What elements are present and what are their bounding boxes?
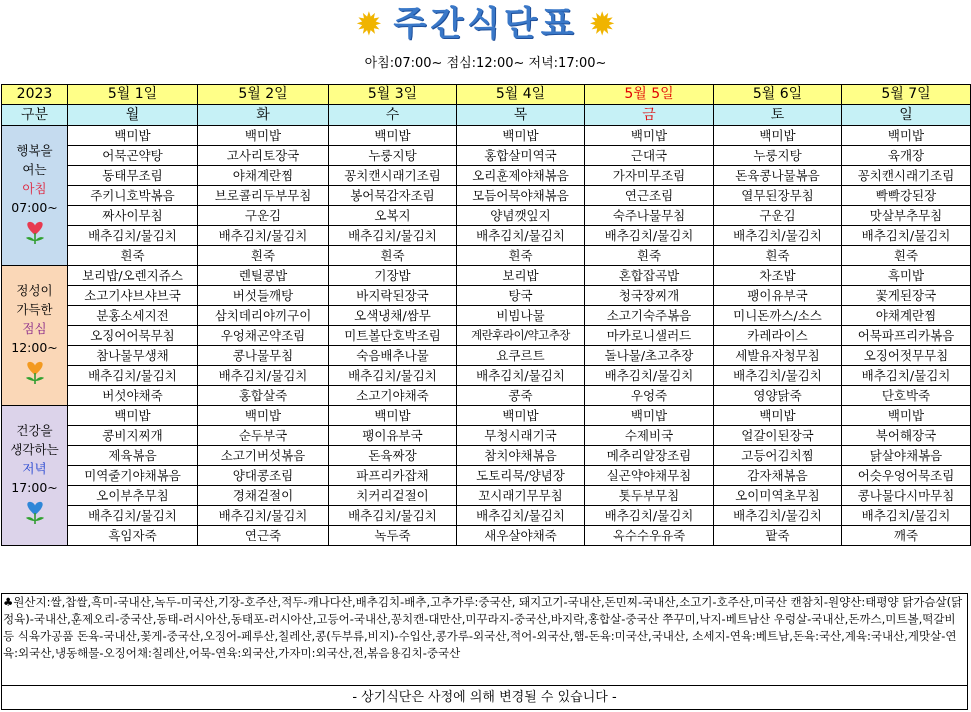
menu-item-cell: 연근조림 (585, 186, 714, 206)
menu-item-cell: 혼합잡곡밥 (585, 266, 714, 286)
meal-time: 17:00~ (11, 480, 58, 495)
menu-item-cell: 돈육콩나물볶음 (714, 166, 842, 186)
menu-item-cell: 오징어어묵무침 (68, 326, 198, 346)
dinner-menu-row (2, 486, 971, 506)
menu-item-cell: 흰죽 (68, 246, 198, 266)
menu-item-cell: 녹두죽 (329, 526, 457, 546)
title-wrap (0, 4, 971, 44)
menu-item-cell: 메추리알장조림 (585, 446, 714, 466)
breakfast-menu-row (2, 246, 971, 266)
meal-name: 점심 (22, 321, 47, 336)
breakfast-menu-row (2, 166, 971, 186)
weekday-cell: 월 (68, 105, 198, 126)
date-cell: 5월 2일 (198, 85, 329, 105)
menu-item-cell: 백미밥 (329, 406, 457, 426)
menu-item-cell: 백미밥 (842, 126, 971, 146)
menu-item-cell: 실곤약야채무침 (585, 466, 714, 486)
menu-item-cell: 백미밥 (457, 406, 585, 426)
menu-item-cell: 숙음배추나물 (329, 346, 457, 366)
menu-item-cell: 배추김치/물김치 (457, 366, 585, 386)
menu-item-cell: 배추김치/물김치 (714, 226, 842, 246)
menu-item-cell: 고등어김치찜 (714, 446, 842, 466)
menu-item-cell: 미트볼단호박조림 (329, 326, 457, 346)
menu-item-cell: 치커리겉절이 (329, 486, 457, 506)
menu-item-cell: 백미밥 (714, 126, 842, 146)
menu-item-cell: 영양닭죽 (714, 386, 842, 406)
dinner-menu-row (2, 406, 971, 426)
lunch-menu-row (2, 346, 971, 366)
menu-item-cell: 오징어젓무무침 (842, 346, 971, 366)
menu-item-cell: 양대콩조림 (198, 466, 329, 486)
menu-item-cell: 참치야채볶음 (457, 446, 585, 466)
menu-item-cell: 고사리토장국 (198, 146, 329, 166)
menu-item-cell: 참나물무생채 (68, 346, 198, 366)
date-cell: 5월 4일 (457, 85, 585, 105)
menu-item-cell: 파프리카잡채 (329, 466, 457, 486)
menu-item-cell: 세발유자청무침 (714, 346, 842, 366)
menu-item-cell: 경채겉절이 (198, 486, 329, 506)
menu-item-cell: 보리밥 (457, 266, 585, 286)
menu-item-cell: 어슷우엉어묵조림 (842, 466, 971, 486)
menu-item-cell: 배추김치/물김치 (198, 226, 329, 246)
menu-item-cell: 차조밥 (714, 266, 842, 286)
menu-item-cell: 백미밥 (68, 406, 198, 426)
menu-item-cell: 돌나물/초고추장 (585, 346, 714, 366)
menu-item-cell: 배추김치/물김치 (198, 366, 329, 386)
menu-item-cell: 배추김치/물김치 (842, 506, 971, 526)
menu-item-cell: 구운김 (714, 206, 842, 226)
menu-item-cell: 꽁치캔시래기조림 (842, 166, 971, 186)
menu-item-cell: 배추김치/물김치 (329, 366, 457, 386)
menu-item-cell: 감자채볶음 (714, 466, 842, 486)
menu-item-cell: 꼬시래기무무침 (457, 486, 585, 506)
menu-item-cell: 배추김치/물김치 (68, 226, 198, 246)
menu-item-cell: 배추김치/물김치 (842, 366, 971, 386)
menu-item-cell: 백미밥 (329, 126, 457, 146)
breakfast-menu-row (2, 226, 971, 246)
menu-item-cell: 야채계란찜 (198, 166, 329, 186)
menu-item-cell: 소고기야채죽 (329, 386, 457, 406)
menu-item-cell: 깨죽 (842, 526, 971, 546)
meal-label-line: 행복을 (16, 143, 53, 158)
menu-item-cell: 순두부국 (198, 426, 329, 446)
lunch-label-cell (2, 266, 68, 406)
menu-item-cell: 닭살야채볶음 (842, 446, 971, 466)
menu-item-cell: 제육볶음 (68, 446, 198, 466)
menu-item-cell: 모듬어묵야채볶음 (457, 186, 585, 206)
menu-item-cell: 얼갈이된장국 (714, 426, 842, 446)
weekday-cell-holiday: 금 (585, 105, 714, 126)
menu-item-cell: 백미밥 (198, 126, 329, 146)
menu-item-cell: 배추김치/물김치 (585, 226, 714, 246)
menu-item-cell: 가자미무조림 (585, 166, 714, 186)
breakfast-menu-row (2, 126, 971, 146)
menu-item-cell: 오이미역초무침 (714, 486, 842, 506)
menu-item-cell: 배추김치/물김치 (714, 366, 842, 386)
menu-item-cell: 꽁치캔시래기조림 (329, 166, 457, 186)
menu-item-cell: 단호박죽 (842, 386, 971, 406)
menu-item-cell: 배추김치/물김치 (714, 506, 842, 526)
menu-item-cell: 흰죽 (585, 246, 714, 266)
menu-item-cell: 배추김치/물김치 (68, 366, 198, 386)
menu-item-cell: 기장밥 (329, 266, 457, 286)
footer-notice: - 상기식단은 사정에 의해 변경될 수 있습니다 - (1, 686, 968, 710)
menu-item-cell: 백미밥 (457, 126, 585, 146)
weekday-cell: 화 (198, 105, 329, 126)
menu-item-cell: 우엉채곤약조림 (198, 326, 329, 346)
menu-item-cell: 백미밥 (585, 406, 714, 426)
menu-item-cell: 열무된장무침 (714, 186, 842, 206)
menu-item-cell: 보리밥/오렌지쥬스 (68, 266, 198, 286)
menu-item-cell: 브로콜리두부무침 (198, 186, 329, 206)
menu-item-cell: 양념깻잎지 (457, 206, 585, 226)
meal-label-line: 생각하는 (10, 442, 59, 457)
menu-item-cell: 꽃게된장국 (842, 286, 971, 306)
menu-item-cell: 동태무조림 (68, 166, 198, 186)
date-cell-holiday: 5월 5일 (585, 85, 714, 105)
menu-item-cell: 바지락된장국 (329, 286, 457, 306)
lunch-menu-row (2, 306, 971, 326)
menu-item-cell: 팽이유부국 (714, 286, 842, 306)
breakfast-label-cell (2, 126, 68, 266)
menu-item-cell: 배추김치/물김치 (457, 226, 585, 246)
weekday-row (2, 105, 971, 126)
menu-item-cell: 콩비지찌개 (68, 426, 198, 446)
heart-flower-icon (20, 361, 50, 390)
weekday-cell: 수 (329, 105, 457, 126)
lunch-menu-row (2, 366, 971, 386)
weekday-cell: 토 (714, 105, 842, 126)
sun-icon: ✹ (355, 5, 383, 43)
menu-item-cell: 백미밥 (68, 126, 198, 146)
menu-item-cell: 요쿠르트 (457, 346, 585, 366)
menu-item-cell: 짜사이무침 (68, 206, 198, 226)
meal-name: 저녁 (22, 461, 47, 476)
dinner-menu-row (2, 466, 971, 486)
menu-item-cell: 삼치데리야끼구이 (198, 306, 329, 326)
menu-item-cell: 배추김치/물김치 (198, 506, 329, 526)
menu-item-cell: 백미밥 (842, 406, 971, 426)
sun-icon: ✹ (588, 5, 616, 43)
menu-item-cell: 연근죽 (198, 526, 329, 546)
menu-item-cell: 흑임자죽 (68, 526, 198, 546)
meal-time: 07:00~ (11, 200, 58, 215)
menu-item-cell: 어묵곤약탕 (68, 146, 198, 166)
menu-item-cell: 소고기버섯볶음 (198, 446, 329, 466)
menu-item-cell: 렌틸콩밥 (198, 266, 329, 286)
menu-item-cell: 흰죽 (457, 246, 585, 266)
menu-item-cell: 흰죽 (329, 246, 457, 266)
date-cell: 5월 1일 (68, 85, 198, 105)
heart-flower-icon (20, 221, 50, 250)
menu-item-cell: 버섯야채죽 (68, 386, 198, 406)
dinner-menu-row (2, 506, 971, 526)
menu-item-cell: 백미밥 (714, 406, 842, 426)
menu-item-cell: 백미밥 (585, 126, 714, 146)
menu-item-cell: 돈육짜장 (329, 446, 457, 466)
menu-item-cell: 비빔나물 (457, 306, 585, 326)
menu-item-cell: 홍합살미역국 (457, 146, 585, 166)
menu-item-cell: 배추김치/물김치 (68, 506, 198, 526)
menu-item-cell: 북어해장국 (842, 426, 971, 446)
menu-item-cell: 오복지 (329, 206, 457, 226)
date-cell: 5월 6일 (714, 85, 842, 105)
menu-item-cell: 백미밥 (198, 406, 329, 426)
menu-item-cell: 톳두부무침 (585, 486, 714, 506)
menu-item-cell: 탕국 (457, 286, 585, 306)
lunch-menu-row (2, 266, 971, 286)
menu-item-cell: 야채계란찜 (842, 306, 971, 326)
meal-label-line: 정성이 (16, 283, 53, 298)
menu-item-cell: 구운김 (198, 206, 329, 226)
menu-item-cell: 무청시래기국 (457, 426, 585, 446)
menu-item-cell: 흰죽 (714, 246, 842, 266)
date-cell: 5월 7일 (842, 85, 971, 105)
date-cell: 5월 3일 (329, 85, 457, 105)
date-row (2, 85, 971, 105)
menu-item-cell: 버섯들깨탕 (198, 286, 329, 306)
meal-label-line: 가득한 (16, 302, 53, 317)
menu-item-cell: 옥수수우유죽 (585, 526, 714, 546)
menu-item-cell: 마카로니샐러드 (585, 326, 714, 346)
division-cell: 구분 (2, 105, 68, 126)
meal-times: 아침:07:00~ 점심:12:00~ 저녁:17:00~ (364, 56, 607, 71)
menu-item-cell: 분홍소세지전 (68, 306, 198, 326)
menu-item-cell: 오색냉채/쌈무 (329, 306, 457, 326)
menu-item-cell: 근대국 (585, 146, 714, 166)
page-title: 주간식단표 (393, 4, 578, 44)
menu-item-cell: 배추김치/물김치 (585, 506, 714, 526)
menu-item-cell: 주키니호박볶음 (68, 186, 198, 206)
menu-item-cell: 오리훈제야채볶음 (457, 166, 585, 186)
menu-item-cell: 콩죽 (457, 386, 585, 406)
meal-time: 12:00~ (11, 340, 58, 355)
menu-item-cell: 빡빡강된장 (842, 186, 971, 206)
menu-item-cell: 홍합살죽 (198, 386, 329, 406)
menu-item-cell: 오이부추무침 (68, 486, 198, 506)
menu-item-cell: 배추김치/물김치 (329, 226, 457, 246)
breakfast-menu-row (2, 206, 971, 226)
menu-item-cell: 팥죽 (714, 526, 842, 546)
menu-item-cell: 숙주나물무침 (585, 206, 714, 226)
weekday-cell: 일 (842, 105, 971, 126)
dinner-menu-row (2, 426, 971, 446)
menu-item-cell: 배추김치/물김치 (457, 506, 585, 526)
year-cell: 2023 (2, 85, 68, 105)
menu-item-cell: 누룽지탕 (714, 146, 842, 166)
menu-item-cell: 미니돈까스/소스 (714, 306, 842, 326)
weekday-cell: 목 (457, 105, 585, 126)
menu-item-cell: 도토리묵/양념장 (457, 466, 585, 486)
menu-item-cell: 소고기숙주볶음 (585, 306, 714, 326)
menu-item-cell: 배추김치/물김치 (842, 226, 971, 246)
menu-item-cell: 미역줄기야채볶음 (68, 466, 198, 486)
menu-item-cell: 흰죽 (842, 246, 971, 266)
menu-item-cell: 우엉죽 (585, 386, 714, 406)
weekly-menu-table (1, 84, 971, 546)
menu-item-cell: 청국장찌개 (585, 286, 714, 306)
menu-item-cell: 소고기샤브샤브국 (68, 286, 198, 306)
menu-item-cell: 팽이유부국 (329, 426, 457, 446)
dinner-label-cell (2, 406, 68, 546)
dinner-menu-row (2, 446, 971, 466)
menu-item-cell: 콩나물다시마무침 (842, 486, 971, 506)
meal-label-line: 건강을 (16, 423, 53, 438)
breakfast-menu-row (2, 146, 971, 166)
menu-item-cell: 흰죽 (198, 246, 329, 266)
lunch-menu-row (2, 326, 971, 346)
menu-item-cell: 배추김치/물김치 (329, 506, 457, 526)
lunch-menu-row (2, 286, 971, 306)
menu-item-cell: 콩나물무침 (198, 346, 329, 366)
menu-item-cell: 봉어묵감자조림 (329, 186, 457, 206)
menu-item-cell: 흑미밥 (842, 266, 971, 286)
menu-item-cell: 카레라이스 (714, 326, 842, 346)
header (0, 0, 971, 82)
breakfast-menu-row (2, 186, 971, 206)
menu-item-cell: 누룽지탕 (329, 146, 457, 166)
dinner-menu-row (2, 526, 971, 546)
origin-note: ♣원산지:쌀,찹쌀,흑미-국내산,녹두-미국산,기장-호주산,적두-캐나다산,배추김치-배추,고추가루:중국산, 돼지고기-국내산,돈민찌-국내산,소고기-호주산,미국산 캔참치-원양산:태평양 닭가슴살(닭정육)-국내산,훈제오리-중국산,동태-러시아산,동태포-러시아산,고등어-국내산,꽁치캔-대만산,미꾸라지-중국산,바지락,홍합살-중국산 쭈꾸미,낙지-베트남산 우렁살-국내산,돈까스,미트볼,떡갈비등 식육가공품 돈육-국내산,꽃게-중국산,오징어-페루산,칠레산,콩(두부류,비지)-수입산,콩가루-외국산,적어-외국산,햄-돈육:미국산,국내산, 소세지-연육:베트남,돈육:국산,계육:국내산,게맛살-연육:외국산,냉동해물-오징어채:칠레산,어묵-연육:외국산,가자미:외국산,전,볶음용김치-중국산 (1, 593, 968, 686)
menu-item-cell: 맛살부추무침 (842, 206, 971, 226)
meal-label-line: 여는 (22, 162, 47, 177)
menu-item-cell: 어묵파프리카볶음 (842, 326, 971, 346)
lunch-menu-row (2, 386, 971, 406)
menu-item-cell: 새우살야채죽 (457, 526, 585, 546)
menu-item-cell: 육개장 (842, 146, 971, 166)
menu-item-cell: 배추김치/물김치 (585, 366, 714, 386)
menu-item-cell: 수제비국 (585, 426, 714, 446)
menu-item-cell: 계란후라이/약고추장 (457, 326, 585, 346)
meal-name: 아침 (22, 181, 47, 196)
heart-flower-icon (20, 501, 50, 530)
